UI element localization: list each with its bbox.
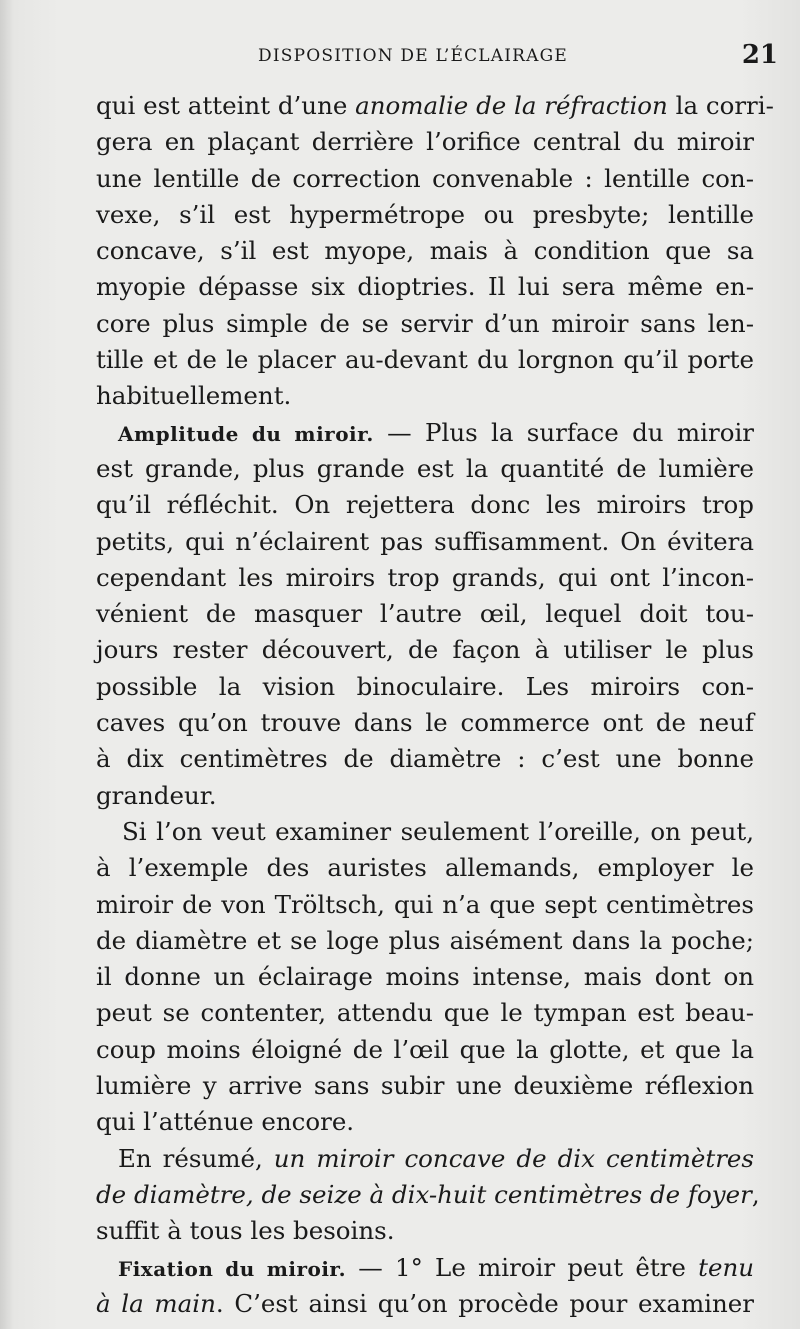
- text-line: [96, 524, 754, 560]
- text-line: [96, 560, 754, 596]
- text-line: [96, 197, 754, 233]
- text-span: concave, s’il est myope, mais à condition que sa: [96, 236, 754, 266]
- text-span: habituellement.: [96, 381, 292, 411]
- text-span: coup moins éloigné de l’œil que la glotte, et que la: [96, 1034, 754, 1064]
- text-span: jours rester découvert, de façon à utiliser le plus: [96, 635, 754, 665]
- text-line: [96, 632, 754, 668]
- text-span: il donne un éclairage moins intense, mais dont on: [96, 962, 754, 992]
- text-line: [96, 741, 754, 777]
- italic-text: anomalie de la réfraction: [355, 91, 668, 120]
- text-span: caves qu’on trouve dans le commerce ont de neuf: [96, 708, 754, 738]
- italic-text: un miroir concave de dix centimètres: [273, 1143, 754, 1173]
- running-title: DISPOSITION DE L’ÉCLAIRAGE: [258, 46, 569, 66]
- text-line: [96, 1104, 754, 1140]
- text-line: [96, 923, 754, 959]
- text-line: [96, 161, 754, 197]
- section-heading: Fixation du miroir.: [118, 1256, 347, 1281]
- text-span: gera en plaçant derrière l’orifice central du miroir: [96, 127, 754, 157]
- text-span: core plus simple de se servir d’un miroir sans len-: [96, 308, 754, 338]
- italic-text: tenu: [698, 1252, 755, 1282]
- text-line: [96, 88, 774, 124]
- text-line: [96, 269, 754, 305]
- page-number: 21: [741, 40, 778, 70]
- text-span: possible la vision binoculaire. Les miroirs con-: [96, 671, 754, 701]
- text-span: vénient de masquer l’autre œil, lequel doit tou-: [96, 599, 754, 629]
- body-text: [96, 88, 774, 1322]
- text-span: miroir de von Tröltsch, qui n’a que sept centimètres: [96, 889, 754, 919]
- text-span: Si l’on veut examiner seulement l’oreille, on peut,: [122, 816, 754, 846]
- text-line: [96, 1213, 754, 1249]
- text-span: petits, qui n’éclairent pas suffisamment. On évitera: [96, 526, 754, 556]
- text-line: [96, 378, 754, 414]
- text-line: [96, 705, 754, 741]
- text-span: suffit à tous les besoins.: [96, 1216, 395, 1246]
- text-line: [96, 451, 754, 487]
- text-line: [96, 487, 754, 523]
- text-span: . C’est ainsi qu’on procède pour examiner: [215, 1288, 754, 1318]
- text-span: En résumé,: [118, 1143, 274, 1173]
- text-span: la corri-: [667, 91, 774, 120]
- text-span: à l’exemple des auristes allemands, employer le: [96, 853, 754, 883]
- text-line: [96, 342, 754, 378]
- text-line: [96, 1068, 754, 1104]
- text-span: — Plus la surface du miroir: [373, 417, 754, 447]
- page-header: [258, 40, 778, 80]
- text-line: [96, 596, 754, 632]
- text-span: myopie dépasse six dioptries. Il lui sera même en-: [96, 272, 754, 302]
- text-span: — 1° Le miroir peut être: [346, 1252, 699, 1282]
- text-line: [96, 850, 754, 886]
- text-line: [96, 814, 754, 850]
- text-span: tille et de le placer au-devant du lorgnon qu’il porte: [96, 345, 754, 375]
- text-span: qui l’atténue encore.: [96, 1107, 355, 1137]
- text-span: lumière y arrive sans subir une deuxième réflexion: [96, 1071, 754, 1101]
- text-span: à dix centimètres de diamètre : c’est une bonne: [96, 744, 754, 774]
- text-span: vexe, s’il est hypermétrope ou presbyte; lentille: [96, 199, 754, 229]
- text-line: [96, 1141, 754, 1177]
- text-line: [96, 887, 754, 923]
- text-line: [96, 1032, 754, 1068]
- text-span: de diamètre et se loge plus aisément dans la poche;: [96, 925, 754, 955]
- text-line: [96, 1250, 754, 1286]
- text-line: [96, 669, 754, 705]
- text-line: [96, 415, 754, 451]
- text-span: est grande, plus grande est la quantité de lumière: [96, 453, 754, 483]
- text-span: cependant les miroirs trop grands, qui ont l’incon-: [96, 562, 754, 592]
- text-line: [96, 124, 754, 160]
- text-span: une lentille de correction convenable : lentille con-: [96, 163, 754, 193]
- text-line: [96, 233, 754, 269]
- italic-text: à la main: [96, 1288, 216, 1318]
- text-span: peut se contenter, attendu que le tympan est beau-: [96, 998, 754, 1028]
- text-span: ,: [751, 1179, 760, 1209]
- text-span: qu’il réfléchit. On rejettera donc les miroirs trop: [96, 490, 754, 520]
- italic-text: de diamètre, de seize à dix-huit centimètres de foyer: [96, 1179, 752, 1209]
- text-line: [96, 1286, 754, 1322]
- text-line: [96, 778, 754, 814]
- text-line: [96, 959, 754, 995]
- text-span: qui est atteint d’une: [96, 91, 356, 120]
- text-line: [96, 995, 754, 1031]
- text-span: grandeur.: [96, 780, 217, 810]
- text-line: [96, 1177, 760, 1213]
- section-heading: Amplitude du miroir.: [118, 421, 374, 446]
- text-line: [96, 306, 754, 342]
